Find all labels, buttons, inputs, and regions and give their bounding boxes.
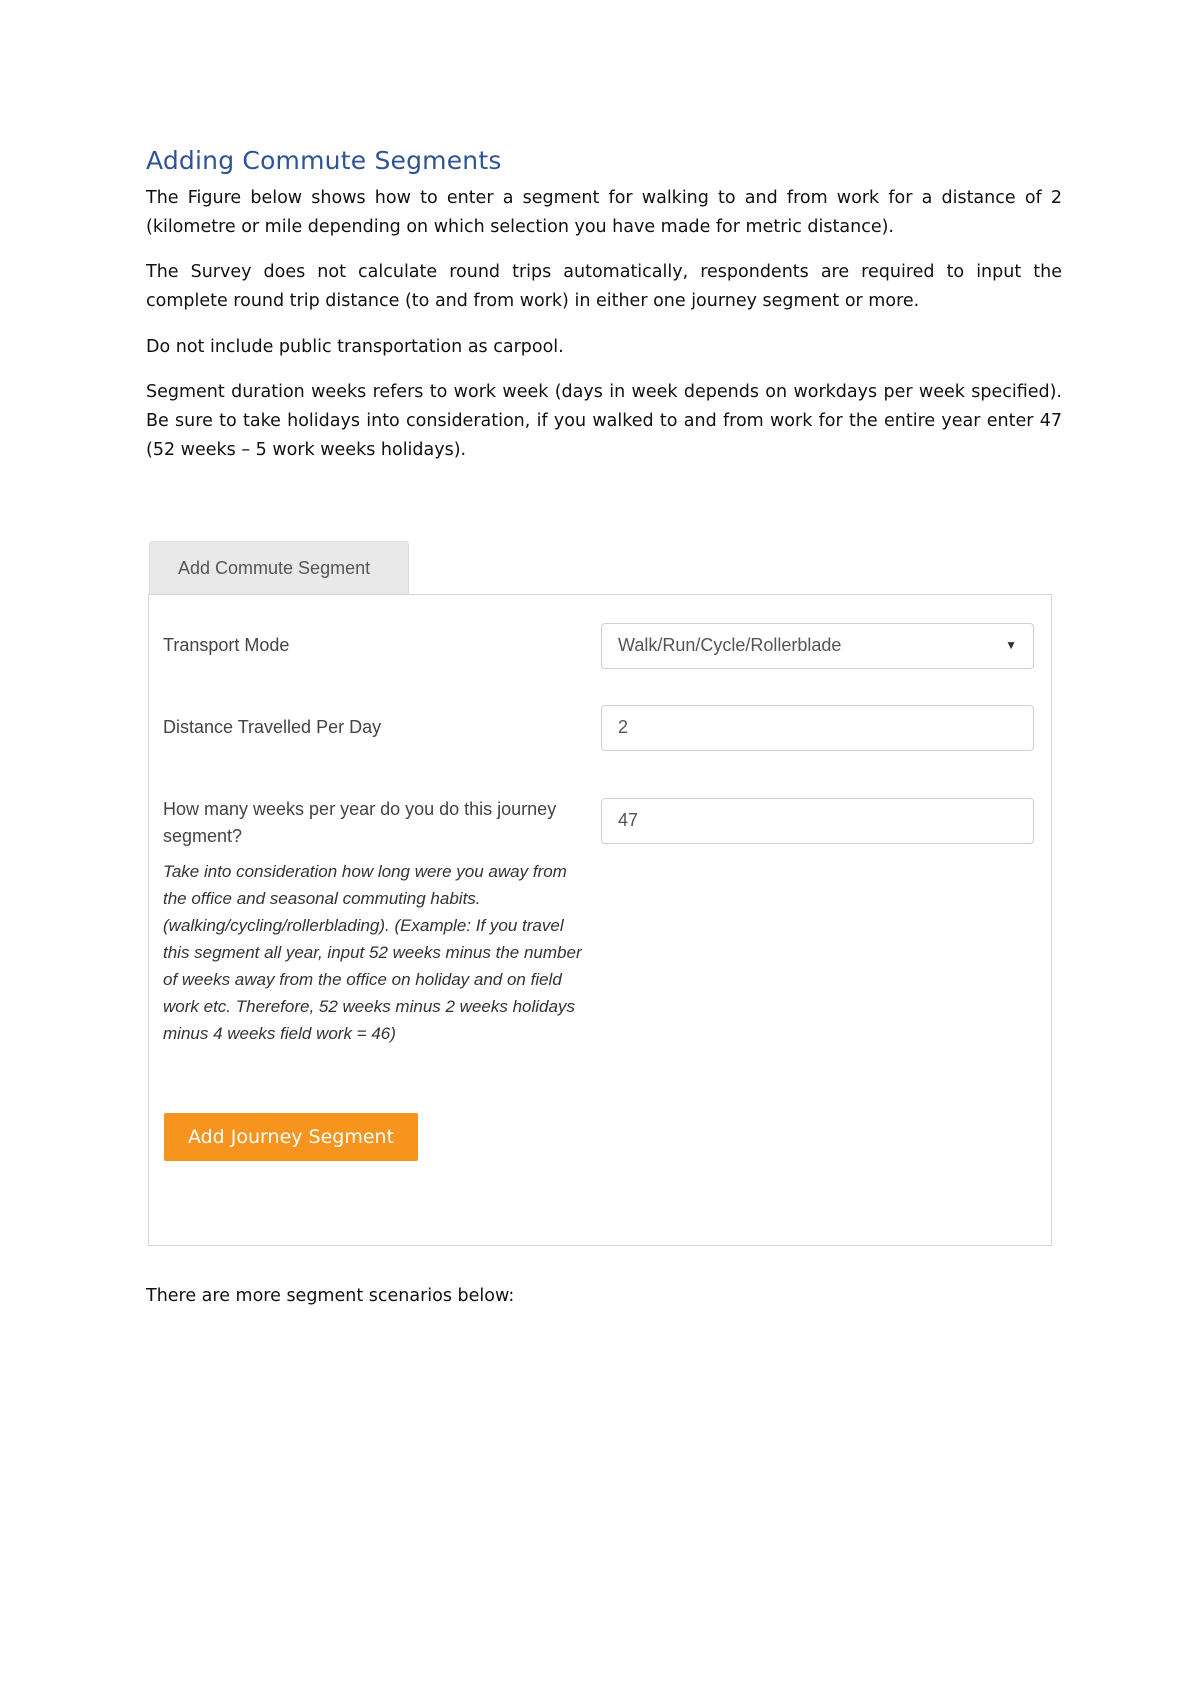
- weeks-label: How many weeks per year do you do this journey segment?: [163, 799, 557, 846]
- duration-paragraph: Segment duration weeks refers to work week (days in week depends on workdays per week specified). Be sure to take holidays into consideration, if you walked to and from work for the entire year enter 47 (52 weeks – 5 work weeks holidays).: [146, 382, 1062, 460]
- scenarios-paragraph: There are more segment scenarios below:: [146, 1286, 515, 1306]
- carpool-paragraph: Do not include public transportation as carpool.: [146, 337, 564, 357]
- weeks-value: 47: [618, 810, 639, 830]
- weeks-input[interactable]: [601, 798, 1034, 844]
- weeks-hint: Take into consideration how long were you away from the office and seasonal commuting habits. (walking/cycling/rollerblading). (Example: If you travel this segment all year, input 52 weeks minus the number of weeks away from the office on holiday and on field work etc. Therefore, 52 weeks minus 2 weeks holidays minus 4 weeks field work = 46): [163, 862, 582, 1043]
- distance-value: 2: [618, 717, 629, 737]
- caret-down-icon: ▼: [1005, 638, 1017, 652]
- intro-paragraph: The Figure below shows how to enter a segment for walking to and from work for a distance of 2 (kilometre or mile depending on which selection you have made for metric distance).: [146, 188, 1062, 237]
- section-heading: Adding Commute Segments: [146, 146, 502, 175]
- add-journey-segment-button[interactable]: Add Journey Segment: [164, 1113, 418, 1161]
- tab-add-commute-segment[interactable]: Add Commute Segment: [149, 541, 409, 594]
- distance-input[interactable]: [601, 705, 1034, 751]
- round-trip-paragraph: The Survey does not calculate round trips automatically, respondents are required to input the complete round trip distance (to and from work) in either one journey segment or more.: [146, 262, 1062, 311]
- distance-label: Distance Travelled Per Day: [163, 717, 382, 737]
- transport-mode-value: Walk/Run/Cycle/Rollerblade: [618, 635, 842, 655]
- transport-mode-label: Transport Mode: [163, 635, 290, 655]
- transport-mode-select[interactable]: [601, 623, 1034, 669]
